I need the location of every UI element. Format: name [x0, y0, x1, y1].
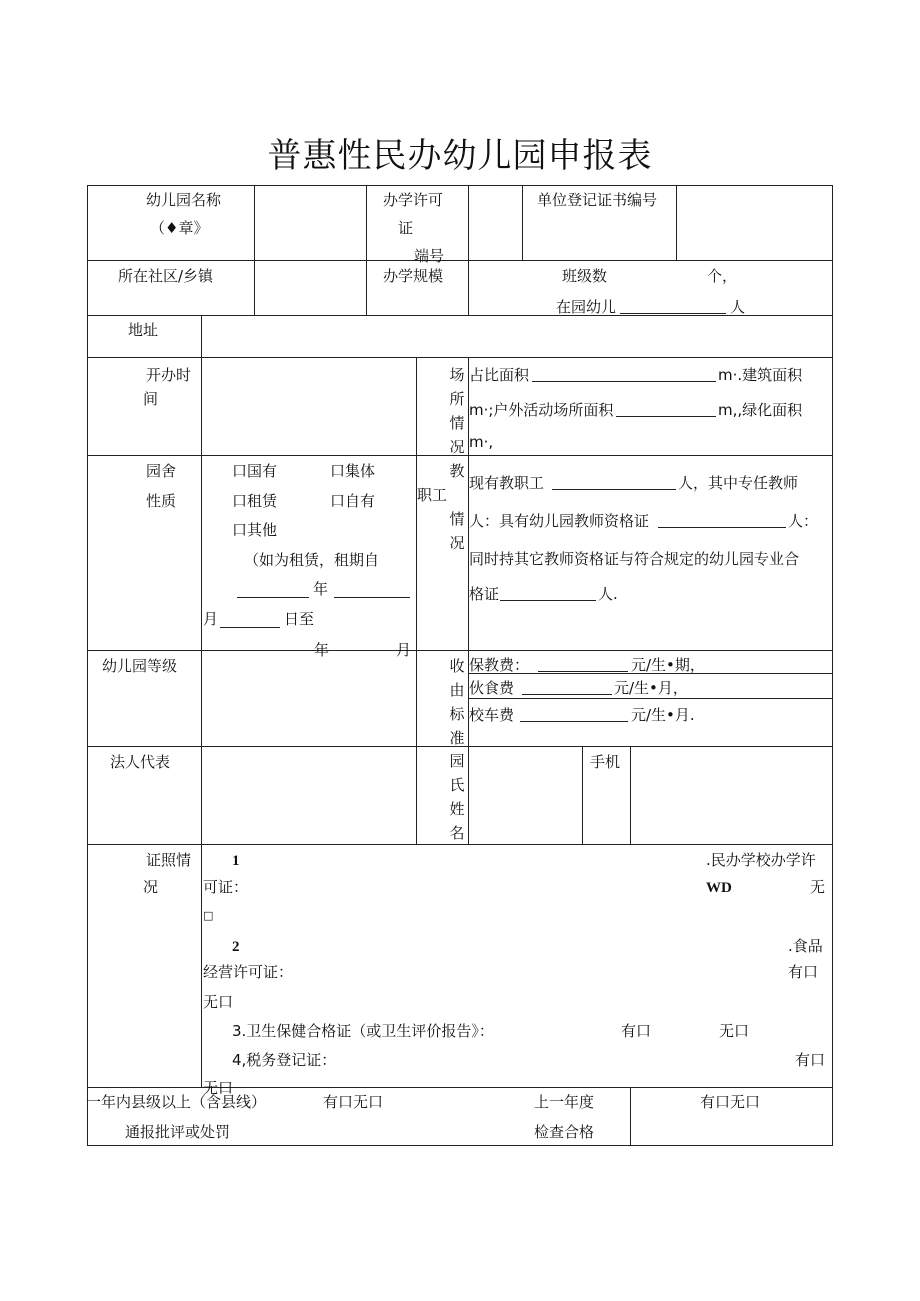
school-license-label: 办学许可	[383, 191, 444, 209]
lease-start-year-blank[interactable]	[237, 582, 309, 598]
outdoor-area-blank[interactable]	[616, 401, 716, 417]
other-cert-label: 同时持其它教师资格证与符合规定的幼儿园专业合	[469, 550, 800, 568]
lease-start-day-blank[interactable]	[220, 612, 280, 628]
land-area-label: 占比面积	[469, 366, 530, 384]
item-3-label: 3.卫生保健合格证（或卫生评价报告》：	[232, 1022, 494, 1040]
premises-nature-label: 园舍	[146, 462, 177, 480]
penalty-label-2: 通报批评或处罚	[125, 1123, 231, 1141]
certified-teacher-label: 人：具有幼儿园教师资格证	[469, 512, 650, 530]
children-count-label: 在园幼儿	[556, 298, 617, 316]
item-1-number: 1	[232, 853, 240, 869]
mobile-phone-label: 手机	[590, 753, 621, 771]
building-area-label: m·.建筑面积	[718, 366, 803, 384]
item-2-no-option[interactable]: 无口	[203, 993, 234, 1011]
meal-fee-blank[interactable]	[522, 679, 612, 695]
item-1-has-option[interactable]: WD	[706, 880, 732, 896]
school-license-label-3: 端号	[414, 247, 445, 265]
bus-fee-blank[interactable]	[520, 706, 628, 722]
item-1-title: .民办学校办学许	[706, 851, 816, 869]
item-1-checkbox[interactable]: □	[203, 909, 214, 922]
kindergarten-name-label: 幼儿园名称	[146, 191, 222, 209]
care-fee-blank[interactable]	[538, 656, 628, 672]
option-collective[interactable]: 口集体	[330, 462, 376, 480]
option-other[interactable]: 口其他	[232, 521, 278, 539]
item-1-no-option[interactable]: 无	[810, 878, 826, 896]
certified-teacher-unit: 人：	[788, 512, 819, 530]
certificates-label: 证照情	[146, 851, 192, 869]
item-2-has-option[interactable]: 有口	[788, 963, 819, 981]
option-self-owned[interactable]: 口自有	[330, 492, 376, 510]
annual-inspection-options[interactable]: 有口无口	[700, 1093, 761, 1111]
premises-nature-label-2: 性质	[146, 492, 177, 510]
children-count-blank[interactable]	[620, 298, 726, 314]
option-state-owned[interactable]: 口国有	[232, 462, 278, 480]
opening-date-label: 开办时	[146, 366, 192, 384]
community-label: 所在社区/乡镇	[118, 267, 214, 285]
lease-year-label: 年	[313, 580, 329, 598]
care-fee-unit: 元/生•期，	[631, 656, 705, 674]
kindergarten-grade-label: 幼儿园等级	[102, 657, 178, 675]
lease-end-year-label: 年	[314, 641, 330, 659]
staff-count-blank[interactable]	[552, 474, 676, 490]
page-title: 普惠性民办幼儿园申报表	[267, 136, 653, 176]
other-cert-blank[interactable]	[500, 585, 596, 601]
certified-teacher-blank[interactable]	[658, 512, 786, 528]
lease-day-to-label: 日至	[284, 610, 315, 628]
item-3-has-option[interactable]: 有口	[621, 1022, 652, 1040]
certificates-label-2: 况	[143, 878, 159, 896]
item-1-title-2: 可证：	[203, 878, 249, 896]
land-area-blank[interactable]	[532, 366, 716, 382]
item-2-number: 2	[232, 939, 240, 955]
lease-note: （如为租赁，租期自	[244, 551, 380, 569]
penalty-label: 一年内县级以上（含县线）	[86, 1093, 267, 1111]
address-label: 地址	[128, 321, 159, 339]
option-rented[interactable]: 口租赁	[232, 492, 278, 510]
class-count-label: 班级数	[562, 267, 608, 285]
lease-end-month-label: 月	[396, 641, 412, 659]
registration-number-label: 单位登记证书编号	[537, 191, 658, 209]
annual-inspection-label: 上一年度	[534, 1093, 595, 1111]
lease-start-month-blank[interactable]	[334, 582, 410, 598]
bus-fee-unit: 元/生•月.	[631, 706, 695, 724]
school-license-label-2: 证	[398, 219, 414, 237]
bus-fee-label: 校车费	[469, 706, 515, 724]
teacher-count-label: 人，其中专任教师	[678, 474, 799, 492]
other-cert-label-2: 格证	[469, 585, 500, 603]
penalty-options[interactable]: 有口无口	[323, 1093, 384, 1111]
green-area-unit: m·,	[469, 433, 494, 451]
item-4-no-option[interactable]: 无口	[203, 1079, 234, 1097]
legal-representative-label: 法人代表	[110, 753, 171, 771]
class-count-unit: 个，	[707, 267, 738, 285]
other-cert-unit: 人.	[598, 585, 618, 603]
seal-label: （♦章》	[150, 219, 209, 237]
meal-fee-unit: 元/生•月，	[614, 679, 688, 697]
item-2-title: .食品	[788, 937, 823, 955]
green-area-label: m,,绿化面积	[718, 401, 803, 419]
item-4-label: 4,税务登记证：	[232, 1051, 337, 1069]
school-scale-label: 办学规模	[383, 267, 444, 285]
item-2-title-2: 经营许可证：	[203, 963, 294, 981]
item-4-has-option[interactable]: 有口	[795, 1051, 826, 1069]
care-fee-label: 保教费：	[469, 656, 530, 674]
opening-date-label-2: 间	[143, 390, 159, 408]
children-count-unit: 人	[730, 298, 746, 316]
annual-inspection-label-2: 检查合格	[534, 1123, 595, 1141]
staff-count-label: 现有教职工	[469, 474, 545, 492]
item-3-no-option[interactable]: 无口	[719, 1022, 750, 1040]
outdoor-area-label: m·;户外活动场所面积	[469, 401, 614, 419]
meal-fee-label: 伙食费	[469, 679, 515, 697]
lease-month-label: 月	[203, 610, 219, 628]
